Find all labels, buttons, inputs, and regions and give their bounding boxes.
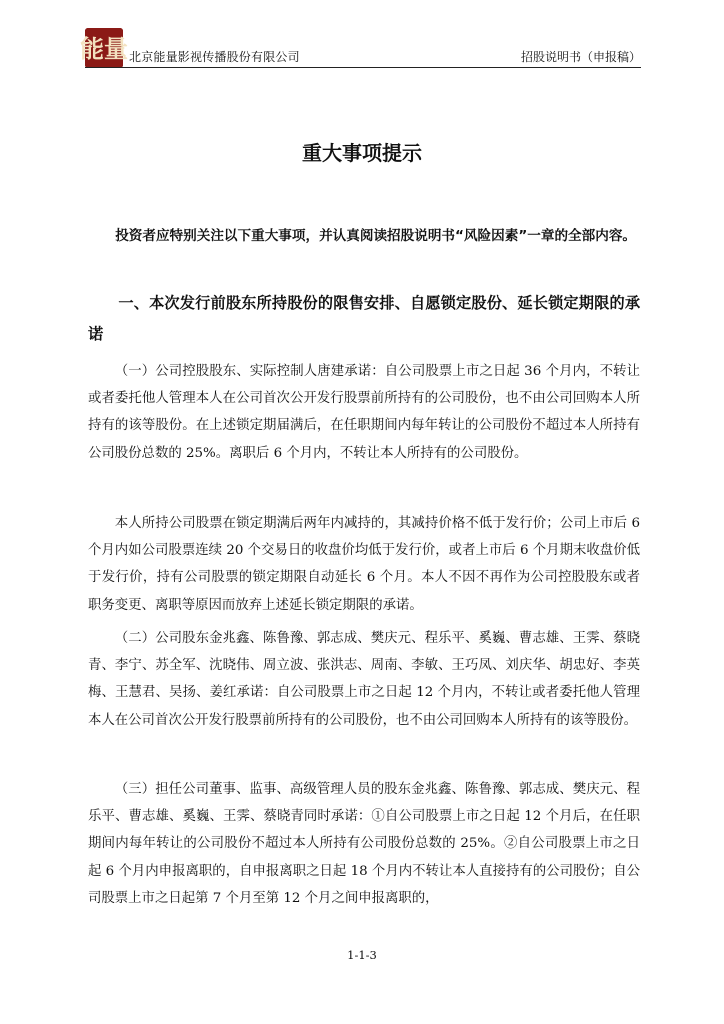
paragraph-3: （二）公司股东金兆鑫、陈鲁豫、郭志成、樊庆元、程乐平、奚巍、曹志雄、王霁、蔡晓青、李宁、苏全军、沈晓伟、周立波、张洪志、周南、李敏、王巧凤、刘庆华、胡忠好、李英梅、王慧君、吴扬、姜红承诺：自公司股票上市之日起 12 个月内，不转让或者委托他人管理本人在公司首次公开发行股票前所持有的公司股份，也不由公司回购本人所持有的该等股份。 [88,631,640,728]
page-header [80,28,641,68]
document-name: 招股说明书（申报稿） [520,50,641,64]
intro-paragraph: 投资者应特别关注以下重大事项，并认真阅读招股说明书“风险因素”一章的全部内容。 [115,228,637,244]
logo-text: 能量 [80,34,128,63]
page-number: 1-1-3 [347,948,377,962]
logo-glyph-icon [80,28,128,68]
company-name: 北京能量影视传播股份有限公司 [129,50,300,64]
company-logo [80,28,128,68]
page-title: 重大事项提示 [302,141,422,165]
section-heading: 一、本次发行前股东所持股份的限售安排、自愿锁定股份、延长锁定期限的承诺 [88,294,640,343]
header-divider [85,67,641,68]
paragraph-2: 本人所持公司股票在锁定期满后两年内减持的，其减持价格不低于发行价；公司上市后 6 个月内如公司股票连续 20 个交易日的收盘价均低于发行价，或者上市后 6 个月期末收盘价低于发行价，持有公司股票的锁定期限自动延长 6 个月。本人不因不再作为公司控股股东或者职务变更、离职等原因而放弃上述延长锁定期限的承诺。 [88,516,640,613]
paragraph-4: （三）担任公司董事、监事、高级管理人员的股东金兆鑫、陈鲁豫、郭志成、樊庆元、程乐平、曹志雄、奚巍、王霁、蔡晓青同时承诺：①自公司股票上市之日起 12 个月后，在任职期间内每年转让的公司股份不超过本人所持有公司股份总数的 25%。②自公司股票上市之日起 6 个月内申报离职的，自申报离职之日起 18 个月内不转让本人直接持有的公司股份；自公司股票上市之日起第 7 个月至第 12 个月之间申报离职的， [88,782,640,906]
paragraph-1: （一）公司控股股东、实际控制人唐建承诺：自公司股票上市之日起 36 个月内，不转让或者委托他人管理本人在公司首次公开发行股票前所持有的公司股份，也不由公司回购本人所持有的该等股份。在上述锁定期届满后，在任职期间内每年转让的公司股份不超过本人所持有公司股份总数的 25%。离职后 6 个月内，不转让本人所持有的公司股份。 [88,364,640,461]
